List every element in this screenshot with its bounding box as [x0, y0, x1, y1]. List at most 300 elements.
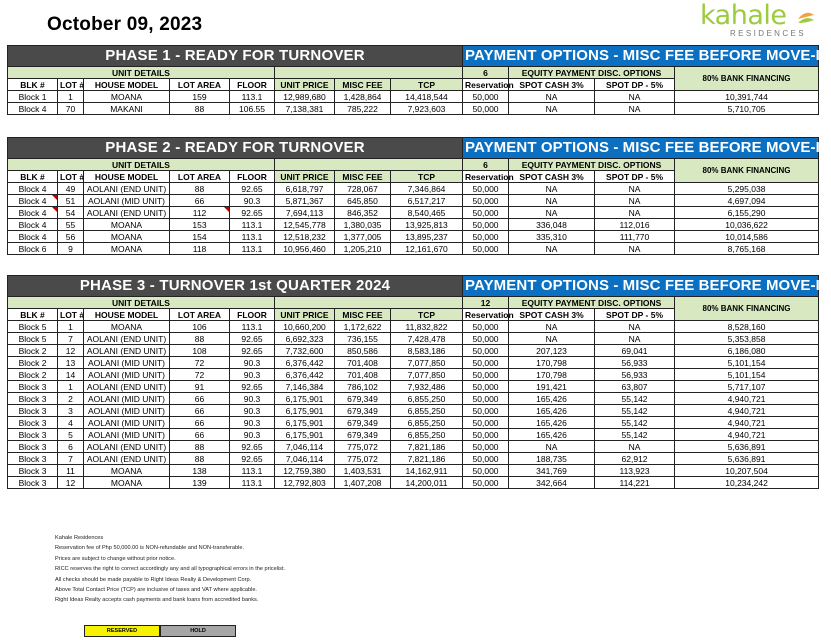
cell-spot-dp: 55,142 — [595, 393, 675, 405]
col-lot: LOT # — [58, 309, 84, 321]
cell-reservation: 50,000 — [463, 381, 509, 393]
cell-blk: Block 6 — [8, 243, 58, 255]
cell-area: 88 — [170, 441, 230, 453]
cell-price: 12,545,778 — [275, 219, 335, 231]
cell-bank: 5,636,891 — [675, 453, 819, 465]
cell-blk: Block 3 — [8, 453, 58, 465]
cell-floor: 90.3 — [230, 405, 275, 417]
cell-tcp: 6,517,217 — [391, 195, 463, 207]
cell-spot-cash: NA — [509, 195, 595, 207]
cell-tcp: 7,428,478 — [391, 333, 463, 345]
cell-spot-dp: 62,912 — [595, 453, 675, 465]
cell-tcp: 7,077,850 — [391, 357, 463, 369]
cell-tcp: 7,821,186 — [391, 441, 463, 453]
cell-bank: 5,295,038 — [675, 183, 819, 195]
cell-reservation: 50,000 — [463, 91, 509, 103]
col-tcp: TCP — [391, 309, 463, 321]
col-house-model: HOUSE MODEL — [84, 309, 170, 321]
cell-bank: 4,697,094 — [675, 195, 819, 207]
cell-reservation: 50,000 — [463, 183, 509, 195]
cell-misc: 679,349 — [335, 405, 391, 417]
cell-spot-cash: 165,426 — [509, 405, 595, 417]
cell-model: AOLANI (END UNIT) — [84, 381, 170, 393]
cell-model: AOLANI (END UNIT) — [84, 333, 170, 345]
cell-lot: 1 — [58, 321, 84, 333]
cell-price: 6,175,901 — [275, 393, 335, 405]
cell-area: 66 — [170, 417, 230, 429]
cell-price: 5,871,367 — [275, 195, 335, 207]
cell-reservation: 50,000 — [463, 369, 509, 381]
col-lot: LOT # — [58, 171, 84, 183]
cell-bank: 8,765,168 — [675, 243, 819, 255]
cell-floor: 113.1 — [230, 231, 275, 243]
kahale-logo — [700, 2, 822, 42]
cell-model: AOLANI (END UNIT) — [84, 207, 170, 219]
cell-spot-dp: 55,142 — [595, 417, 675, 429]
cell-area: 88 — [170, 183, 230, 195]
cell-lot: 1 — [58, 381, 84, 393]
col-lot-area: LOT AREA — [170, 171, 230, 183]
table-row — [8, 477, 819, 489]
note-line: Above Total Contact Price (TCP) are inclusive of taxes and VAT where applicable. — [55, 587, 257, 594]
cell-floor: 90.3 — [230, 417, 275, 429]
cell-misc: 701,408 — [335, 357, 391, 369]
cell-reservation: 50,000 — [463, 103, 509, 115]
cell-floor: 113.1 — [230, 465, 275, 477]
months-count: 6 — [463, 67, 509, 79]
table-row — [8, 441, 819, 453]
cell-tcp: 6,855,250 — [391, 393, 463, 405]
cell-lot: 7 — [58, 453, 84, 465]
cell-spot-cash: NA — [509, 243, 595, 255]
cell-spot-cash: 335,310 — [509, 231, 595, 243]
cell-tcp: 14,162,911 — [391, 465, 463, 477]
table-row — [8, 195, 819, 207]
cell-floor: 113.1 — [230, 91, 275, 103]
cell-price: 7,046,114 — [275, 453, 335, 465]
cell-bank: 4,940,721 — [675, 393, 819, 405]
cell-spot-dp: NA — [595, 243, 675, 255]
cell-floor: 90.3 — [230, 357, 275, 369]
cell-model: AOLANI (MID UNIT) — [84, 417, 170, 429]
cell-blk: Block 4 — [8, 103, 58, 115]
cell-model: MOANA — [84, 465, 170, 477]
cell-spot-cash: NA — [509, 321, 595, 333]
cell-reservation: 50,000 — [463, 219, 509, 231]
cell-tcp: 8,540,465 — [391, 207, 463, 219]
blank-header — [275, 159, 463, 171]
cell-model: AOLANI (MID UNIT) — [84, 195, 170, 207]
table-row — [8, 381, 819, 393]
cell-area: 112 — [170, 207, 230, 219]
payment-options-title: PAYMENT OPTIONS - MISC FEE BEFORE MOVE-IN — [463, 46, 819, 67]
cell-tcp: 6,855,250 — [391, 417, 463, 429]
cell-area: 118 — [170, 243, 230, 255]
cell-tcp: 13,895,237 — [391, 231, 463, 243]
cell-model: MOANA — [84, 219, 170, 231]
cell-floor: 113.1 — [230, 243, 275, 255]
cell-lot: 7 — [58, 333, 84, 345]
cell-lot: 2 — [58, 393, 84, 405]
phase-1-table — [7, 45, 831, 115]
cell-spot-cash: 191,421 — [509, 381, 595, 393]
cell-bank: 5,710,705 — [675, 103, 819, 115]
cell-misc: 679,349 — [335, 393, 391, 405]
cell-spot-dp: NA — [595, 183, 675, 195]
cell-reservation: 50,000 — [463, 465, 509, 477]
cell-model: MOANA — [84, 477, 170, 489]
col-spot-cash: SPOT CASH 3% — [509, 171, 595, 183]
cell-price: 6,618,797 — [275, 183, 335, 195]
cell-lot: 5 — [58, 429, 84, 441]
cell-lot: 54 — [58, 207, 84, 219]
note-line: Kahale Residences — [55, 535, 104, 541]
cell-model: AOLANI (MID UNIT) — [84, 429, 170, 441]
cell-model: AOLANI (MID UNIT) — [84, 393, 170, 405]
cell-misc: 785,222 — [335, 103, 391, 115]
col-blk: BLK # — [8, 309, 58, 321]
cell-floor: 90.3 — [230, 429, 275, 441]
logo-subtitle: RESIDENCES — [730, 29, 807, 38]
blank-header — [275, 297, 463, 309]
cell-price: 12,518,232 — [275, 231, 335, 243]
cell-bank: 5,101,154 — [675, 357, 819, 369]
cell-bank: 5,717,107 — [675, 381, 819, 393]
cell-lot: 13 — [58, 357, 84, 369]
legend-hold: HOLD — [160, 625, 236, 637]
col-blk: BLK # — [8, 171, 58, 183]
cell-spot-dp: NA — [595, 103, 675, 115]
col-spot-dp: SPOT DP - 5% — [595, 79, 675, 91]
cell-spot-dp: 69,041 — [595, 345, 675, 357]
cell-price: 7,138,381 — [275, 103, 335, 115]
cell-lot: 6 — [58, 441, 84, 453]
col-lot: LOT # — [58, 79, 84, 91]
cell-price: 12,792,803 — [275, 477, 335, 489]
cell-reservation: 50,000 — [463, 453, 509, 465]
cell-bank: 4,940,721 — [675, 417, 819, 429]
table-row — [8, 369, 819, 381]
cell-bank: 10,014,586 — [675, 231, 819, 243]
cell-area: 91 — [170, 381, 230, 393]
cell-price: 12,759,380 — [275, 465, 335, 477]
table-row — [8, 429, 819, 441]
status-legend — [84, 625, 236, 636]
cell-misc: 1,403,531 — [335, 465, 391, 477]
cell-lot: 9 — [58, 243, 84, 255]
cell-floor: 113.1 — [230, 219, 275, 231]
cell-misc: 736,155 — [335, 333, 391, 345]
cell-blk: Block 3 — [8, 417, 58, 429]
cell-bank: 4,940,721 — [675, 405, 819, 417]
cell-blk: Block 3 — [8, 429, 58, 441]
cell-price: 6,175,901 — [275, 429, 335, 441]
phase-2-table — [7, 137, 831, 255]
cell-model: AOLANI (END UNIT) — [84, 345, 170, 357]
table-row — [8, 207, 819, 219]
cell-lot: 12 — [58, 477, 84, 489]
cell-spot-dp: 55,142 — [595, 429, 675, 441]
cell-blk: Block 4 — [8, 183, 58, 195]
col-lot-area: LOT AREA — [170, 309, 230, 321]
cell-misc: 1,380,035 — [335, 219, 391, 231]
cell-blk: Block 2 — [8, 357, 58, 369]
col-blk: BLK # — [8, 79, 58, 91]
cell-misc: 679,349 — [335, 417, 391, 429]
cell-model: AOLANI (END UNIT) — [84, 183, 170, 195]
table-row — [8, 219, 819, 231]
cell-tcp: 6,855,250 — [391, 405, 463, 417]
cell-spot-dp: NA — [595, 207, 675, 219]
cell-area: 139 — [170, 477, 230, 489]
table-row — [8, 453, 819, 465]
col-spot-cash: SPOT CASH 3% — [509, 79, 595, 91]
cell-reservation: 50,000 — [463, 321, 509, 333]
cell-misc: 701,408 — [335, 369, 391, 381]
cell-bank: 5,101,154 — [675, 369, 819, 381]
cell-reservation: 50,000 — [463, 243, 509, 255]
col-spot-cash: SPOT CASH 3% — [509, 309, 595, 321]
col-house-model: HOUSE MODEL — [84, 171, 170, 183]
table-row — [8, 393, 819, 405]
col-reservation: Reservation — [463, 171, 509, 183]
cell-model: MOANA — [84, 231, 170, 243]
cell-spot-dp: 111,770 — [595, 231, 675, 243]
cell-reservation: 50,000 — [463, 477, 509, 489]
cell-blk: Block 4 — [8, 207, 58, 219]
col-reservation: Reservation — [463, 309, 509, 321]
cell-floor: 92.65 — [230, 183, 275, 195]
cell-lot: 3 — [58, 405, 84, 417]
cell-area: 153 — [170, 219, 230, 231]
col-unit-price: UNIT PRICE — [275, 79, 335, 91]
unit-details-header: UNIT DETAILS — [8, 159, 275, 171]
cell-misc: 1,172,622 — [335, 321, 391, 333]
cell-floor: 92.65 — [230, 333, 275, 345]
equity-options-header: EQUITY PAYMENT DISC. OPTIONS — [509, 159, 675, 171]
cell-lot: 56 — [58, 231, 84, 243]
cell-misc: 775,072 — [335, 441, 391, 453]
cell-reservation: 50,000 — [463, 417, 509, 429]
col-misc-fee: MISC FEE — [335, 309, 391, 321]
cell-area: 106 — [170, 321, 230, 333]
cell-misc: 679,349 — [335, 429, 391, 441]
cell-price: 12,989,680 — [275, 91, 335, 103]
cell-lot: 49 — [58, 183, 84, 195]
cell-reservation: 50,000 — [463, 405, 509, 417]
cell-bank: 10,391,744 — [675, 91, 819, 103]
cell-model: MOANA — [84, 91, 170, 103]
cell-floor: 92.65 — [230, 207, 275, 219]
cell-blk: Block 3 — [8, 465, 58, 477]
table-row — [8, 243, 819, 255]
cell-tcp: 12,161,670 — [391, 243, 463, 255]
cell-spot-dp: 112,016 — [595, 219, 675, 231]
col-lot-area: LOT AREA — [170, 79, 230, 91]
cell-tcp: 14,200,011 — [391, 477, 463, 489]
cell-tcp: 7,932,486 — [391, 381, 463, 393]
cell-reservation: 50,000 — [463, 429, 509, 441]
legend-reserved: RESERVED — [84, 625, 160, 637]
bank-financing-header: 80% BANK FINANCING — [675, 297, 819, 321]
cell-lot: 4 — [58, 417, 84, 429]
months-count: 12 — [463, 297, 509, 309]
cell-blk: Block 4 — [8, 195, 58, 207]
cell-spot-dp: NA — [595, 195, 675, 207]
cell-reservation: 50,000 — [463, 231, 509, 243]
table-row — [8, 417, 819, 429]
cell-area: 66 — [170, 195, 230, 207]
cell-tcp: 14,418,544 — [391, 91, 463, 103]
cell-spot-cash: 170,798 — [509, 357, 595, 369]
col-floor: FLOOR — [230, 171, 275, 183]
cell-bank: 5,353,858 — [675, 333, 819, 345]
cell-misc: 775,072 — [335, 453, 391, 465]
cell-spot-cash: NA — [509, 91, 595, 103]
cell-model: AOLANI (END UNIT) — [84, 441, 170, 453]
cell-spot-dp: 55,142 — [595, 405, 675, 417]
payment-options-title: PAYMENT OPTIONS - MISC FEE BEFORE MOVE-IN — [463, 138, 819, 159]
terms-notes — [55, 533, 285, 606]
cell-reservation: 50,000 — [463, 333, 509, 345]
col-spot-dp: SPOT DP - 5% — [595, 171, 675, 183]
cell-area: 138 — [170, 465, 230, 477]
cell-blk: Block 3 — [8, 441, 58, 453]
cell-blk: Block 3 — [8, 477, 58, 489]
cell-lot: 51 — [58, 195, 84, 207]
cell-spot-cash: 188,735 — [509, 453, 595, 465]
table-row — [8, 345, 819, 357]
cell-misc: 1,377,005 — [335, 231, 391, 243]
cell-spot-cash: 336,048 — [509, 219, 595, 231]
cell-spot-cash: 165,426 — [509, 417, 595, 429]
cell-lot: 14 — [58, 369, 84, 381]
cell-floor: 106.55 — [230, 103, 275, 115]
cell-model: AOLANI (MID UNIT) — [84, 405, 170, 417]
cell-area: 108 — [170, 345, 230, 357]
cell-area: 159 — [170, 91, 230, 103]
cell-lot: 55 — [58, 219, 84, 231]
payment-options-title: PAYMENT OPTIONS - MISC FEE BEFORE MOVE-IN — [463, 276, 819, 297]
cell-misc: 728,067 — [335, 183, 391, 195]
cell-lot: 1 — [58, 91, 84, 103]
cell-spot-cash: NA — [509, 333, 595, 345]
table-row — [8, 357, 819, 369]
table-row — [8, 405, 819, 417]
cell-tcp: 8,583,186 — [391, 345, 463, 357]
months-count: 6 — [463, 159, 509, 171]
cell-area: 72 — [170, 369, 230, 381]
col-floor: FLOOR — [230, 79, 275, 91]
cell-spot-dp: 114,221 — [595, 477, 675, 489]
cell-floor: 90.3 — [230, 195, 275, 207]
bank-financing-header: 80% BANK FINANCING — [675, 67, 819, 91]
cell-spot-cash: NA — [509, 441, 595, 453]
equity-options-header: EQUITY PAYMENT DISC. OPTIONS — [509, 297, 675, 309]
phase-1-title: PHASE 1 - READY FOR TURNOVER — [8, 46, 463, 67]
cell-spot-cash: NA — [509, 103, 595, 115]
cell-price: 10,660,200 — [275, 321, 335, 333]
cell-reservation: 50,000 — [463, 357, 509, 369]
col-floor: FLOOR — [230, 309, 275, 321]
col-unit-price: UNIT PRICE — [275, 171, 335, 183]
cell-spot-cash: 165,426 — [509, 393, 595, 405]
cell-blk: Block 2 — [8, 345, 58, 357]
cell-price: 6,376,442 — [275, 369, 335, 381]
cell-area: 66 — [170, 405, 230, 417]
cell-bank: 8,528,160 — [675, 321, 819, 333]
logo-wordmark: kahale — [700, 0, 787, 31]
cell-floor: 92.65 — [230, 441, 275, 453]
note-line: Prices are subject to change without prior notice. — [55, 555, 176, 562]
cell-lot: 11 — [58, 465, 84, 477]
cell-price: 7,146,384 — [275, 381, 335, 393]
cell-floor: 90.3 — [230, 369, 275, 381]
cell-price: 10,956,460 — [275, 243, 335, 255]
cell-spot-dp: NA — [595, 321, 675, 333]
bank-financing-header: 80% BANK FINANCING — [675, 159, 819, 183]
cell-blk: Block 3 — [8, 381, 58, 393]
cell-price: 7,694,113 — [275, 207, 335, 219]
cell-tcp: 13,925,813 — [391, 219, 463, 231]
cell-bank: 10,207,504 — [675, 465, 819, 477]
cell-price: 7,046,114 — [275, 441, 335, 453]
cell-tcp: 7,077,850 — [391, 369, 463, 381]
cell-area: 88 — [170, 453, 230, 465]
table-row — [8, 103, 819, 115]
phase-2-title: PHASE 2 - READY FOR TURNOVER — [8, 138, 463, 159]
table-row — [8, 465, 819, 477]
cell-tcp: 6,855,250 — [391, 429, 463, 441]
table-row — [8, 321, 819, 333]
cell-misc: 1,428,864 — [335, 91, 391, 103]
blank-header — [275, 67, 463, 79]
cell-blk: Block 3 — [8, 393, 58, 405]
cell-area: 88 — [170, 333, 230, 345]
cell-reservation: 50,000 — [463, 393, 509, 405]
phase-3-table — [7, 275, 831, 489]
cell-misc: 1,407,208 — [335, 477, 391, 489]
leaf-logo-icon — [796, 7, 816, 27]
cell-spot-cash: 342,664 — [509, 477, 595, 489]
cell-blk: Block 1 — [8, 91, 58, 103]
cell-floor: 90.3 — [230, 393, 275, 405]
cell-model: AOLANI (END UNIT) — [84, 453, 170, 465]
cell-spot-cash: 207,123 — [509, 345, 595, 357]
cell-price: 6,692,323 — [275, 333, 335, 345]
cell-area: 66 — [170, 393, 230, 405]
col-tcp: TCP — [391, 171, 463, 183]
cell-spot-dp: 63,807 — [595, 381, 675, 393]
cell-spot-dp: NA — [595, 441, 675, 453]
cell-floor: 92.65 — [230, 381, 275, 393]
note-line: All checks should be made payable to Right Ideas Realty & Development Corp. — [55, 576, 252, 583]
cell-floor: 113.1 — [230, 477, 275, 489]
cell-tcp: 7,346,864 — [391, 183, 463, 195]
cell-tcp: 7,923,603 — [391, 103, 463, 115]
cell-reservation: 50,000 — [463, 207, 509, 219]
note-line: Right Ideas Realty accepts cash payments and bank loans from accredited banks. — [55, 597, 259, 604]
cell-price: 6,175,901 — [275, 405, 335, 417]
cell-misc: 846,352 — [335, 207, 391, 219]
cell-bank: 6,186,080 — [675, 345, 819, 357]
table-row — [8, 231, 819, 243]
cell-area: 154 — [170, 231, 230, 243]
table-row — [8, 183, 819, 195]
cell-price: 6,175,901 — [275, 417, 335, 429]
cell-spot-dp: 56,933 — [595, 369, 675, 381]
cell-spot-dp: NA — [595, 91, 675, 103]
